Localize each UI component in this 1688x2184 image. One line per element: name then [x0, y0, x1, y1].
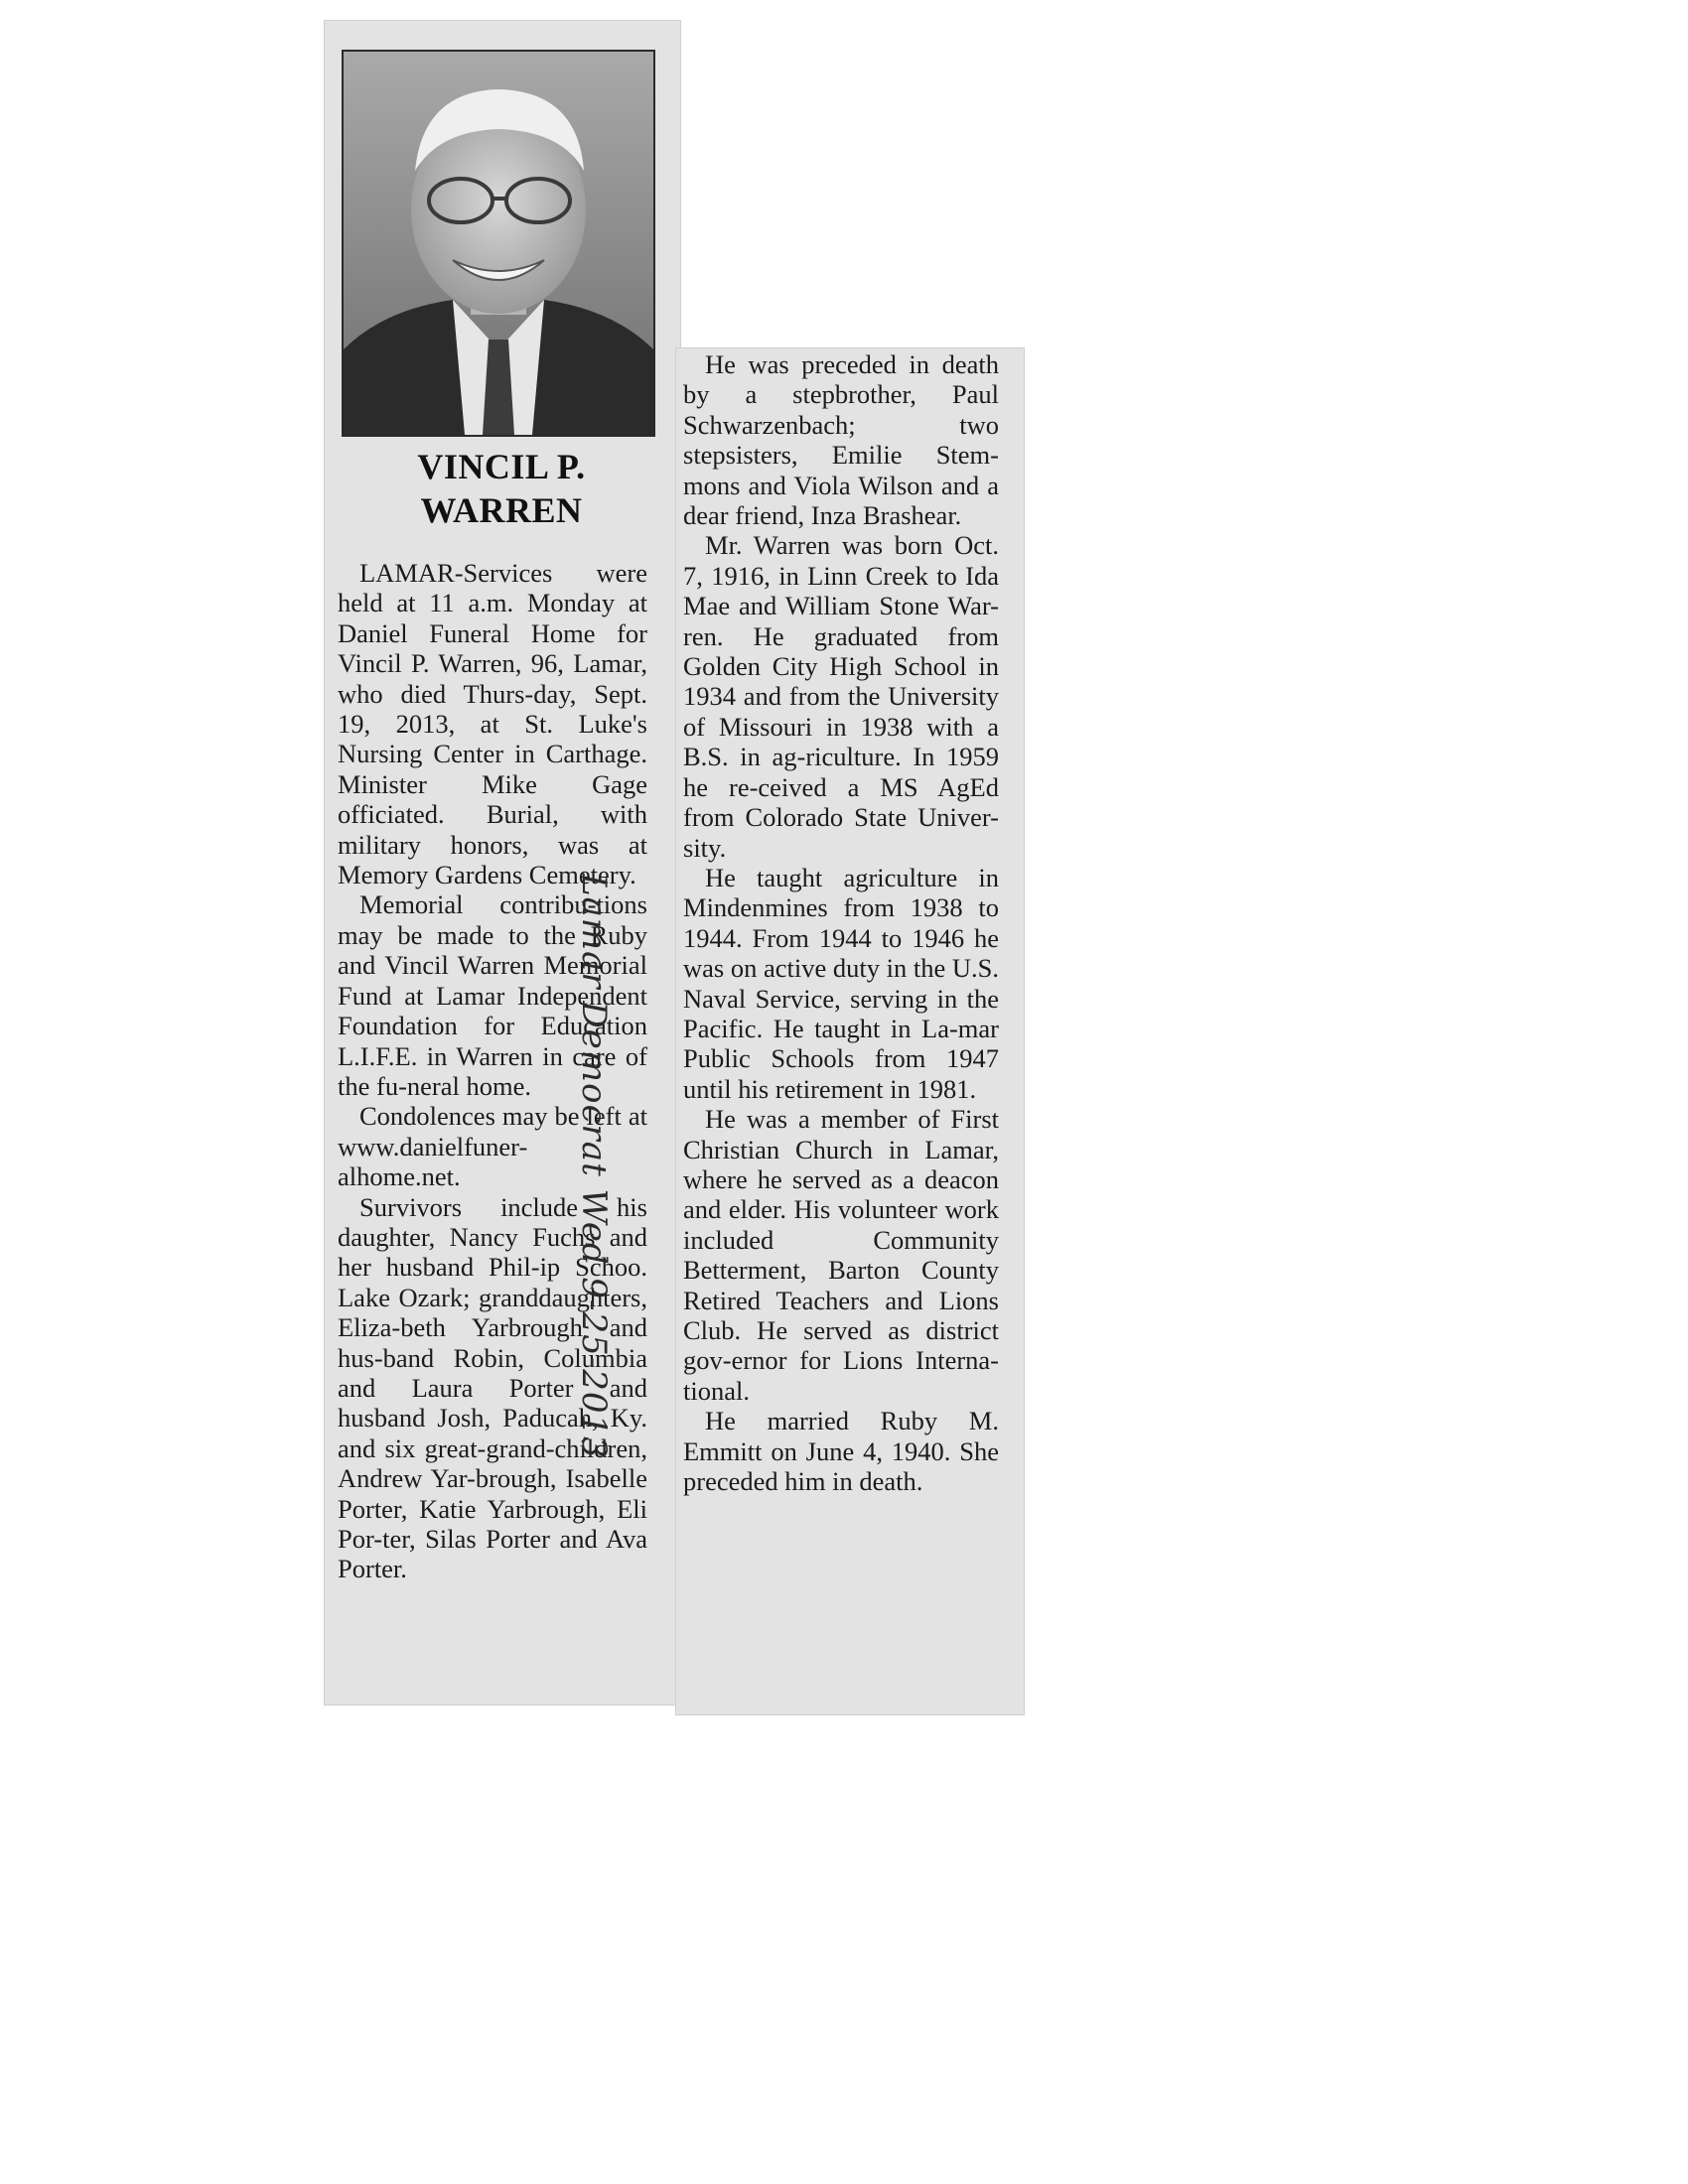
obituary-headline: [348, 445, 655, 532]
paragraph-condolences: Condolences may be left at www.danielfuner-alhome.net.: [338, 1101, 647, 1192]
paragraph-birth-education: Mr. Warren was born Oct. 7, 1916, in Linn Creek to Ida Mae and William Stone War-ren. He graduated from Golden City High School in 1934 and from the University of Missouri in 1938 with a B.S. in ag-riculture. In 1959 he re-ceived a MS AgEd from Colorado State Univer-sity.: [683, 530, 999, 863]
paragraph-survivors: Survivors include his daughter, Nancy Fuchs and her husband Phil-ip Schoo. Lake Ozark; granddaughters, Eliza-beth Yarbrough and hus-band Robin, Columbia and Laura Porter and husband Josh, Paducah, Ky. and six great-grand-children, Andrew Yar-brough, Isabelle Porter, Katie Yarbrough, Eli Por-ter, Silas Porter and Ava Porter.: [338, 1191, 647, 1584]
paragraph-career: He taught agriculture in Mindenmines from 1938 to 1944. From 1944 to 1946 he was on active duty in the U.S. Naval Service, serving in the Pacific. He taught in La-mar Public Schools from 1947 until his retirement in 1981.: [683, 862, 999, 1104]
headline-line-2: WARREN: [420, 490, 583, 530]
paragraph-preceded: He was preceded in death by a stepbrother, Paul Schwarzenbach; two stepsisters, Emilie Stem-mons and Viola Wilson and a dear friend, Inza Brashear.: [683, 349, 999, 531]
portrait-photo: [342, 50, 655, 437]
headline-line-1: VINCIL P.: [417, 447, 586, 486]
portrait-illustration: [344, 52, 653, 435]
right-text-column: [683, 349, 999, 1496]
handwritten-source-note: Lamar Democrat Wed 9-25-2013: [574, 874, 614, 1459]
paragraph-church-volunteer: He was a member of First Christian Church in Lamar, where he served as a deacon and elder. His volunteer work included Community Betterment, Barton County Retired Teachers and Lions Club. He served as district gov-ernor for Lions Interna-tional.: [683, 1104, 999, 1406]
paragraph-services: LAMAR-Services were held at 11 a.m. Monday at Daniel Funeral Home for Vincil P. Warren, 96, Lamar, who died Thurs-day, Sept. 19, 2013, at St. Luke's Nursing Center in Carthage. Minister Mike Gage officiated. Burial, with military honors, was at Memory Gardens Cemetery.: [338, 558, 647, 890]
paragraph-memorial: Memorial contribu-tions may be made to the Ruby and Vincil Warren Memorial Fund at Lamar Independent Foundation for Education L.I.F.E. in Warren in care of the fu-neral home.: [338, 889, 647, 1101]
paragraph-marriage: He married Ruby M. Emmitt on June 4, 1940. She preceded him in death.: [683, 1406, 999, 1497]
